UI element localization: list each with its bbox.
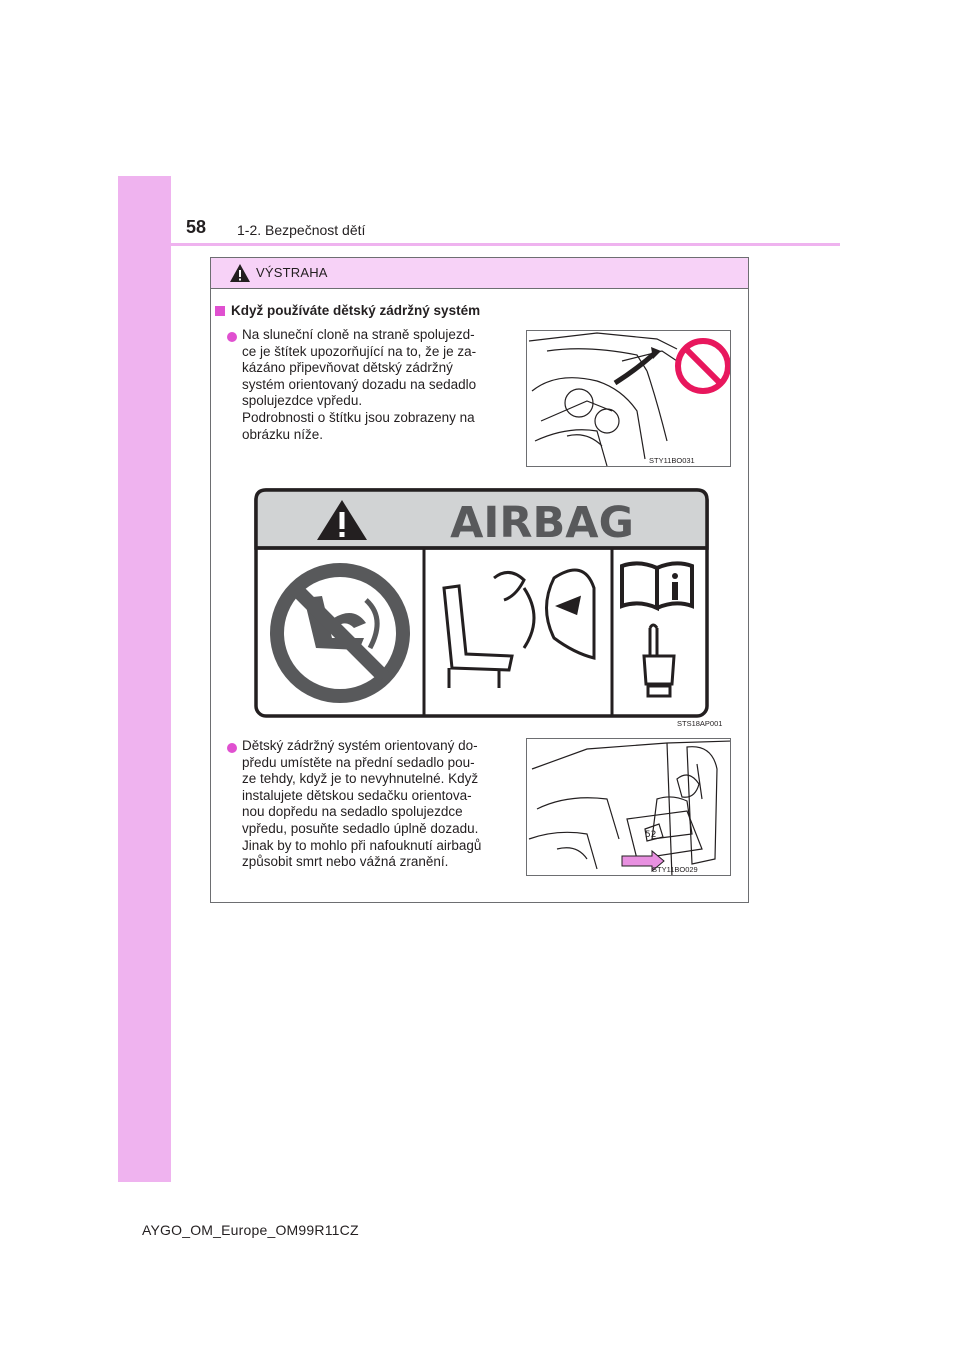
sun-visor-drawing — [527, 331, 731, 467]
text-line: systém orientovaný dozadu na sedadlo — [242, 376, 477, 392]
text-line: Jinak by to mohlo při nafouknutí airbagů — [242, 837, 482, 853]
page-number: 58 — [186, 217, 207, 237]
svg-text:52: 52 — [645, 830, 657, 840]
text-line: předu umístěte na přední sedadlo pou- — [242, 754, 475, 770]
text-line: Podrobnosti o štítku jsou zobrazeny na — [242, 409, 475, 425]
text-line: spolujezdce vpředu. — [242, 393, 363, 409]
text-line: Na sluneční cloně na straně spolujezd- — [242, 327, 475, 342]
side-strip — [118, 176, 171, 1182]
bullet-dot-icon — [227, 743, 237, 753]
header-rule — [118, 243, 840, 246]
bullet-dot-icon — [227, 332, 237, 342]
text-line: ce je štítek upozorňující na to, že je za- — [242, 343, 477, 359]
forward-facing-seat-drawing — [527, 739, 731, 876]
text-line: kázáno připevňovat dětský zádržný — [242, 360, 453, 376]
text-line: Dětský zádržný systém orientovaný do- — [242, 738, 478, 753]
bullet-2-text — [242, 738, 516, 871]
text-line: ze tehdy, když je to nevyhnutelné. Když — [242, 771, 479, 787]
text-line: obrázku níže. — [242, 426, 324, 442]
square-bullet-icon — [215, 306, 225, 316]
airbag-warning-label — [254, 488, 709, 718]
figure-code: STY11BO031 — [649, 456, 695, 465]
bullet-1-text — [242, 327, 516, 443]
airbag-label-text: AIRBAG — [450, 498, 634, 548]
text-line: způsobit smrt nebo vážná zranění. — [242, 854, 449, 870]
footer-doc-id: AYGO_OM_Europe_OM99R11CZ — [142, 1222, 359, 1238]
text-line: instalujete dětskou sedačku orientova- — [242, 787, 472, 803]
figure-code: STS18AP001 — [677, 719, 723, 728]
figure-code: STY11BO029 — [652, 865, 698, 874]
forward-facing-seat-illustration — [526, 738, 731, 876]
warning-box — [210, 257, 749, 903]
warning-subheading-text: Když používáte dětský zádržný systém — [231, 303, 481, 318]
warning-header — [211, 258, 748, 289]
text-line: nou dopředu na sedadlo spolujezdce — [242, 804, 463, 820]
warning-title: VÝSTRAHA — [256, 265, 328, 280]
text-line: vpředu, posuňte sedadlo úplně dozadu. — [242, 820, 479, 836]
warning-subheading — [215, 303, 480, 318]
warning-triangle-icon — [229, 263, 251, 283]
section-title: 1-2. Bezpečnost dětí — [237, 222, 366, 238]
sun-visor-illustration — [526, 330, 731, 467]
